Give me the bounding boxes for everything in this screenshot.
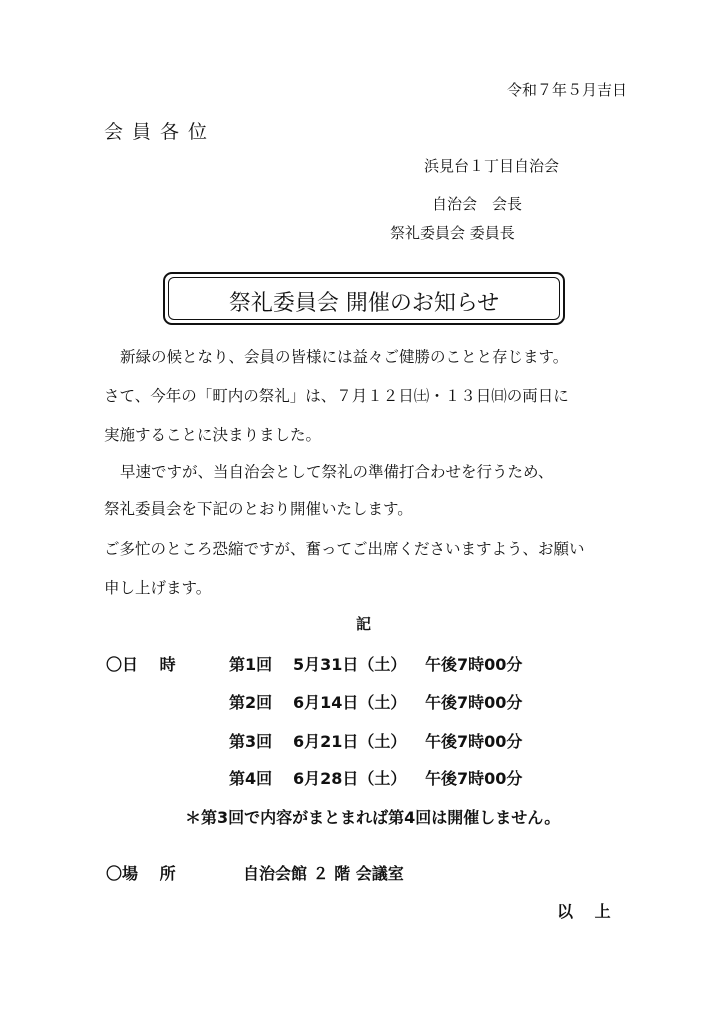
- session-date: 6月21日（土）: [293, 732, 407, 751]
- schedule-note: ＊第3回で内容がまとまれば第4回は開催しません。: [185, 808, 561, 827]
- schedule-label: 〇日 時: [106, 655, 176, 674]
- recipient-line: 会員各位: [104, 121, 217, 143]
- session-time: 午後7時00分: [425, 693, 523, 712]
- session-label: 第2回: [229, 693, 273, 712]
- sender-committee-chair: 祭礼委員会 委員長: [390, 224, 515, 242]
- session-label: 第3回: [229, 732, 273, 751]
- session-time: 午後7時00分: [425, 655, 523, 674]
- notice-date: 令和７年５月吉日: [506, 81, 627, 99]
- place-value: 自治会館 ２ 階 会議室: [243, 864, 404, 883]
- session-time: 午後7時00分: [425, 769, 523, 788]
- session-date: 6月28日（土）: [293, 769, 407, 788]
- body-line-meeting: 祭礼委員会を下記のとおり開催いたします。: [104, 500, 413, 518]
- body-line-closing-phrase: 申し上げます。: [104, 579, 212, 597]
- notice-title: 祭礼委員会 開催のお知らせ: [228, 291, 500, 316]
- body-line-festival-dates: さて、今年の「町内の祭礼」は、７月１２日㈯・１３日㈰の両日に: [104, 387, 569, 405]
- sender-chairperson: 自治会 会長: [432, 195, 523, 213]
- closing-mark: 以 上: [557, 902, 619, 921]
- ki-heading: 記: [356, 615, 372, 633]
- organization-name: 浜見台１丁目自治会: [424, 157, 560, 175]
- session-date: 6月14日（土）: [293, 693, 407, 712]
- place-label: 〇場 所: [106, 864, 176, 883]
- title-frame: [163, 272, 565, 325]
- body-line-decided: 実施することに決まりました。: [104, 426, 322, 444]
- session-label: 第1回: [229, 655, 273, 674]
- body-line-purpose: 早速ですが、当自治会として祭礼の準備打合わせを行うため、: [120, 463, 554, 481]
- session-time: 午後7時00分: [425, 732, 523, 751]
- body-line-greeting: 新緑の候となり、会員の皆様には益々ご健勝のことと存じます。: [120, 348, 569, 366]
- body-line-request: ご多忙のところ恐縮ですが、奮ってご出席くださいますよう、お願い: [104, 540, 585, 558]
- session-date: 5月31日（土）: [293, 655, 407, 674]
- session-label: 第4回: [229, 769, 273, 788]
